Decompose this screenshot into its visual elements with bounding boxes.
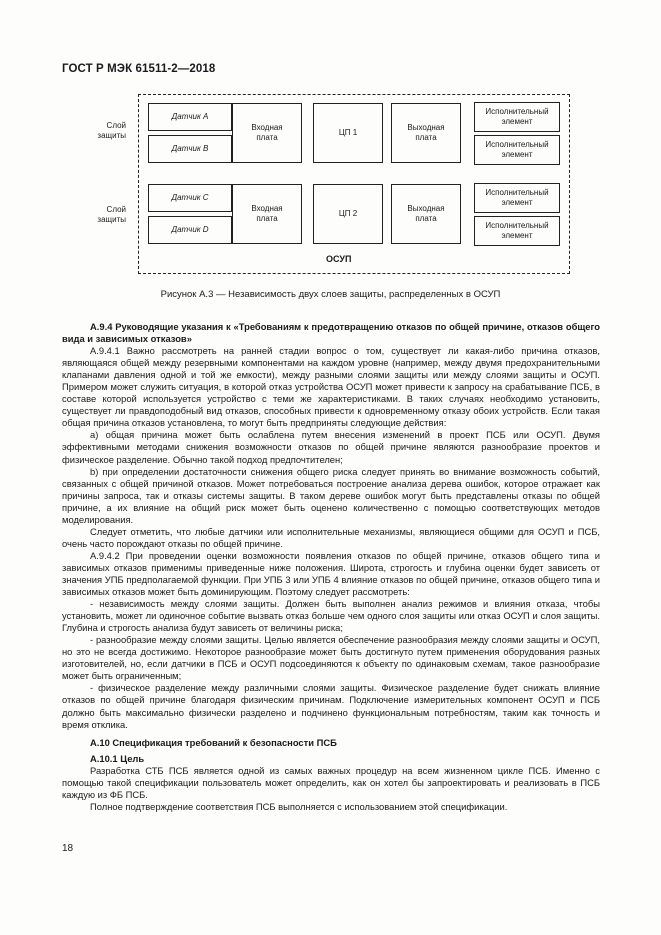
actuator-4 [474,216,560,246]
cpu-2-label: ЦП 2 [338,209,358,218]
output-board-1 [391,103,461,163]
ossup-label: ОСУП [326,254,352,264]
sensor-a-label: Датчик А [171,112,209,121]
actuator-1 [474,102,560,132]
layer-label-2: Слой защиты [97,205,126,224]
sensor-d-label: Датчик D [171,225,209,234]
output-board-2 [391,184,461,244]
input-board-1 [232,103,302,163]
output-board-2-label: Выходная плата [407,204,445,223]
actuator-2-label: Исполнительный элемент [485,140,549,159]
layer-label-1: Слой защиты [97,121,126,140]
paragraph-a101: Разработка СТБ ПСБ является одной из самых важных процедур на всем жизненном цикле ПСБ. Именно с помощью такой спецификации пользователь может определить, как он хотел бы запроектировать и реализовать в ПСБ каждую из ФБ ПСБ. [62,764,600,800]
figure-caption: Рисунок А.3 — Независимость двух слоев защиты, распределенных в ОСУП [160,289,501,300]
list-item-b: b) при определении достаточности снижения общего риска следует принять во внимание возможность событий, связанных с общей причиной отказов. Может потребоваться построение анализа дерева ошибок, которое отражает как причины запроса, так и отказы системы защиты. В таком дереве ошибок могут быть представлены отказы по общей причине, а их влияние на общий риск может быть оценено количественно с помощью соответствующих методов моделирования. [62,465,600,525]
paragraph-a942: А.9.4.2 При проведении оценки возможности появления отказов по общей причине, отказов общего типа и зависимых отказов применимы приведенные ниже положения. Широта, строгость и глубина оценки будет зависеть от значения УПБ предполагаемой функции. При УПБ 3 или УПБ 4 влияние отказов по общей причине, отказов общего типа и зависимых отказов может быть доминирующим. Поэтому следует рассмотреть: [62,549,600,598]
actuator-1-label: Исполнительный элемент [485,107,549,126]
cpu-2 [313,184,383,244]
dash-item-1: - независимость между слоями защиты. Должен быть выполнен анализ режимов и влияния отказа, чтобы установить, может ли одиночное событие вызвать отказ больше чем одного слоя защиты или отказ ОСУП и слоя защиты. Глубина и строгость анализа будут зависеть от величины риска; [62,598,600,634]
cpu-1-label: ЦП 1 [338,128,358,137]
dash-item-2: - разнообразие между слоями защиты. Целью является обеспечение разнообразия между слоями защиты и ОСУП, но это не всегда достижимо. Некоторое разнообразие может быть достигнуто путем применения оборудования разных изготовителей, но, если датчики в ПСБ и ОСУП подсоединяются к объекту по одинаковым схемам, такое разнообразие может быть ограниченным; [62,634,600,682]
output-board-1-label: Выходная плата [407,123,445,142]
paragraph-a101-b: Полное подтверждение соответствия ПСБ выполняется с использованием этой спецификации. [90,800,508,812]
cpu-1 [313,103,383,163]
figure-a3 [0,0,661,300]
dash-item-3: - физическое разделение между различными слоями защиты. Физическое разделение будет снижать влияние отказов по общей причине благодаря физическим причинам. Подключение измерительных компонент ОСУП и ПСБ должно быть максимально физически разделено и подчинено функциональным потребностям, таким как точность и время отклика. [62,682,600,730]
input-board-2 [232,184,302,244]
input-board-1-label: Входная плата [251,123,283,142]
input-board-2-label: Входная плата [251,204,283,223]
actuator-2 [474,135,560,165]
document-header: ГОСТ Р МЭК 61511-2—2018 [62,63,216,75]
section-a94-heading: А.9.4 Руководящие указания к «Требованиям к предотвращению отказов по общей причине, отказов общего вида и зависимых отказов» [62,321,600,345]
actuator-3-label: Исполнительный элемент [485,188,549,207]
paragraph-a941: А.9.4.1 Важно рассмотреть на ранней стадии вопрос о том, существует ли какая-либо причина отказов, являющаяся общей между резервными компонентами на каждом уровне (например, между двумя предохранительными клапанами давления одной и той же емкости), между разными слоями защиты или между слоями защиты и ОСУП. Примером может служить ситуация, в которой отказ устройства ОСУП может привести к запросу на срабатывание ПСБ, в составе которой используется устройство с теми же характеристиками. В таких случаях необходимо установить, существует ли правдоподобный вид отказов, способных привести к одновременному отказу обоих устройств. Если такая общая причина отказов установлена, то могут быть предприняты следующие действия: [62,345,600,429]
sensor-b-label: Датчик В [171,144,209,153]
actuator-4-label: Исполнительный элемент [485,221,549,240]
section-a10-heading: А.10 Спецификация требований к безопасности ПСБ [90,736,337,748]
sensor-d-box [148,216,232,244]
body-text [62,321,600,813]
section-a101-heading: А.10.1 Цель [90,752,145,764]
sensor-a-box [148,103,232,131]
sensor-c-box [148,184,232,212]
actuator-3 [474,183,560,213]
sensor-c-label: Датчик С [171,193,209,202]
sensor-b-box [148,135,232,163]
page-number: 18 [62,843,74,854]
note-sensors: Следует отметить, что любые датчики или исполнительные механизмы, являющиеся общими для ОСУП и ПСБ, очень часто порождают отказы по общей причине. [62,525,600,549]
list-item-a: а) общая причина может быть ослаблена путем внесения изменений в проект ПСБ или ОСУП. Двумя эффективными методами снижения возможности отказов по общей причине являются разнообразие проектов и физическое разделение. Обычно такой подход предпочтителен; [62,429,600,465]
